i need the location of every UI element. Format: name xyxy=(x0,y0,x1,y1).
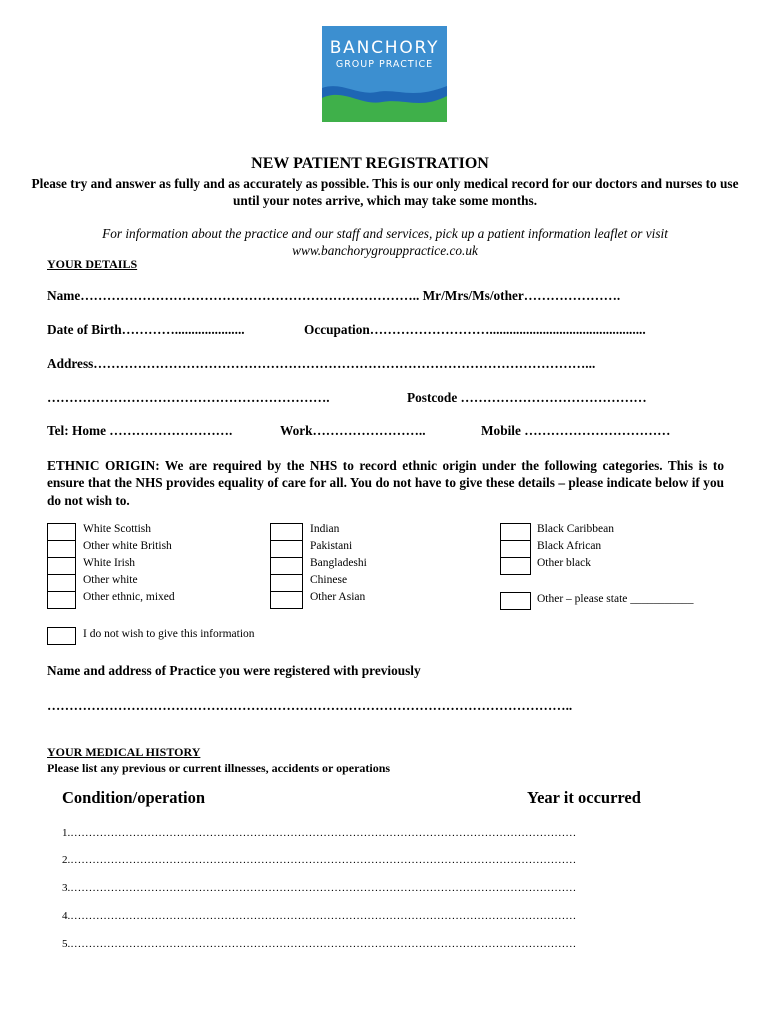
decline-label: I do not wish to give this information xyxy=(83,628,255,640)
option-label: Pakistani xyxy=(310,540,353,552)
checkbox-other-white-british[interactable] xyxy=(47,540,76,558)
condition-line[interactable]: 3.………………………………………………………………………………………………………………………… xyxy=(62,882,577,894)
option-label: Other ethnic, mixed xyxy=(83,591,175,603)
medical-history-heading: YOUR MEDICAL HISTORY xyxy=(47,745,201,759)
checkbox-bangladeshi[interactable] xyxy=(270,557,303,575)
option-label: White Scottish xyxy=(83,523,152,535)
checkbox-black-caribbean[interactable] xyxy=(500,523,531,541)
ethnic-origin-text: ETHNIC ORIGIN: We are required by the NHS to record ethnic origin under the following categories. This is to ensure that the NHS provides equality of care for all. You do not have to give these details – please indicate below if you do not wish to. xyxy=(47,458,724,508)
name-field[interactable]: Name………………………………………………………………….. Mr/Mrs/Ms/other…………………. xyxy=(47,288,621,303)
condition-line[interactable]: 1.………………………………………………………………………………………………………………………… xyxy=(62,827,577,839)
checkbox-other-black[interactable] xyxy=(500,557,531,575)
dob-field[interactable]: Date of Birth…………..................... xyxy=(47,322,245,337)
option-label: Black African xyxy=(537,540,602,552)
option-label: Other white British xyxy=(83,540,172,552)
checkbox-white-irish[interactable] xyxy=(47,557,76,575)
checkbox-decline-ethnic[interactable] xyxy=(47,627,76,645)
previous-practice-label: Name and address of Practice you were registered with previously xyxy=(47,663,421,678)
medical-history-subheading: Please list any previous or current illnesses, accidents or operations xyxy=(47,761,391,775)
condition-line[interactable]: 2.………………………………………………………………………………………………………………………… xyxy=(62,854,577,866)
checkbox-pakistani[interactable] xyxy=(270,540,303,558)
info-text: For information about the practice and our staff and services, pick up a patient information leaflet or visit www.banchorygrouppractice.co.uk xyxy=(102,226,668,258)
occupation-field[interactable]: Occupation………………………............................................... xyxy=(304,322,646,337)
your-details-heading: YOUR DETAILS xyxy=(47,257,138,271)
option-label: Bangladeshi xyxy=(310,557,367,569)
checkbox-other-asian[interactable] xyxy=(270,591,303,609)
checkbox-other-please-state[interactable] xyxy=(500,592,531,610)
option-label: Chinese xyxy=(310,574,348,586)
form-title: NEW PATIENT REGISTRATION xyxy=(251,155,489,172)
option-label: Black Caribbean xyxy=(537,523,614,535)
previous-practice-field[interactable]: ……………………………………………………………………………………………………….. xyxy=(47,698,573,713)
intro-text: Please try and answer as fully and as accurately as possible. This is our only medical record for our doctors and nurses to use until your notes arrive, which may take some months. xyxy=(31,176,739,208)
checkbox-chinese[interactable] xyxy=(270,574,303,592)
postcode-field[interactable]: Postcode …………………………………… xyxy=(407,390,647,405)
tel-work-field[interactable]: Work…………………….. xyxy=(280,423,426,438)
condition-line[interactable]: 4.………………………………………………………………………………………………………………………… xyxy=(62,910,577,922)
condition-column-header: Condition/operation xyxy=(62,788,206,807)
year-column-header: Year it occurred xyxy=(527,788,641,807)
condition-line[interactable]: 5.………………………………………………………………………………………………………………………… xyxy=(62,938,577,950)
practice-logo xyxy=(322,26,447,122)
option-label: Other white xyxy=(83,574,138,586)
option-label: White Irish xyxy=(83,557,136,569)
logo-text-banchory: BANCHORY xyxy=(329,38,440,58)
logo-text-group-practice: GROUP PRACTICE xyxy=(335,59,434,70)
checkbox-black-african[interactable] xyxy=(500,540,531,558)
checkbox-other-white[interactable] xyxy=(47,574,76,592)
checkbox-white-scottish[interactable] xyxy=(47,523,76,541)
tel-home-field[interactable]: Tel: Home ………………………. xyxy=(47,423,233,438)
checkbox-other-ethnic-mixed[interactable] xyxy=(47,591,76,609)
mobile-field[interactable]: Mobile …………………………… xyxy=(481,423,671,438)
option-label: Other black xyxy=(537,557,591,569)
address-field[interactable]: Address…………………………………………………………………………………………………... xyxy=(47,356,596,371)
option-label: Other Asian xyxy=(310,591,366,603)
checkbox-indian[interactable] xyxy=(270,523,303,541)
other-please-state-field[interactable]: Other – please state ___________ xyxy=(537,593,694,605)
address-field-line2[interactable]: ………………………………………………………. xyxy=(47,390,330,405)
option-label: Indian xyxy=(310,523,340,535)
